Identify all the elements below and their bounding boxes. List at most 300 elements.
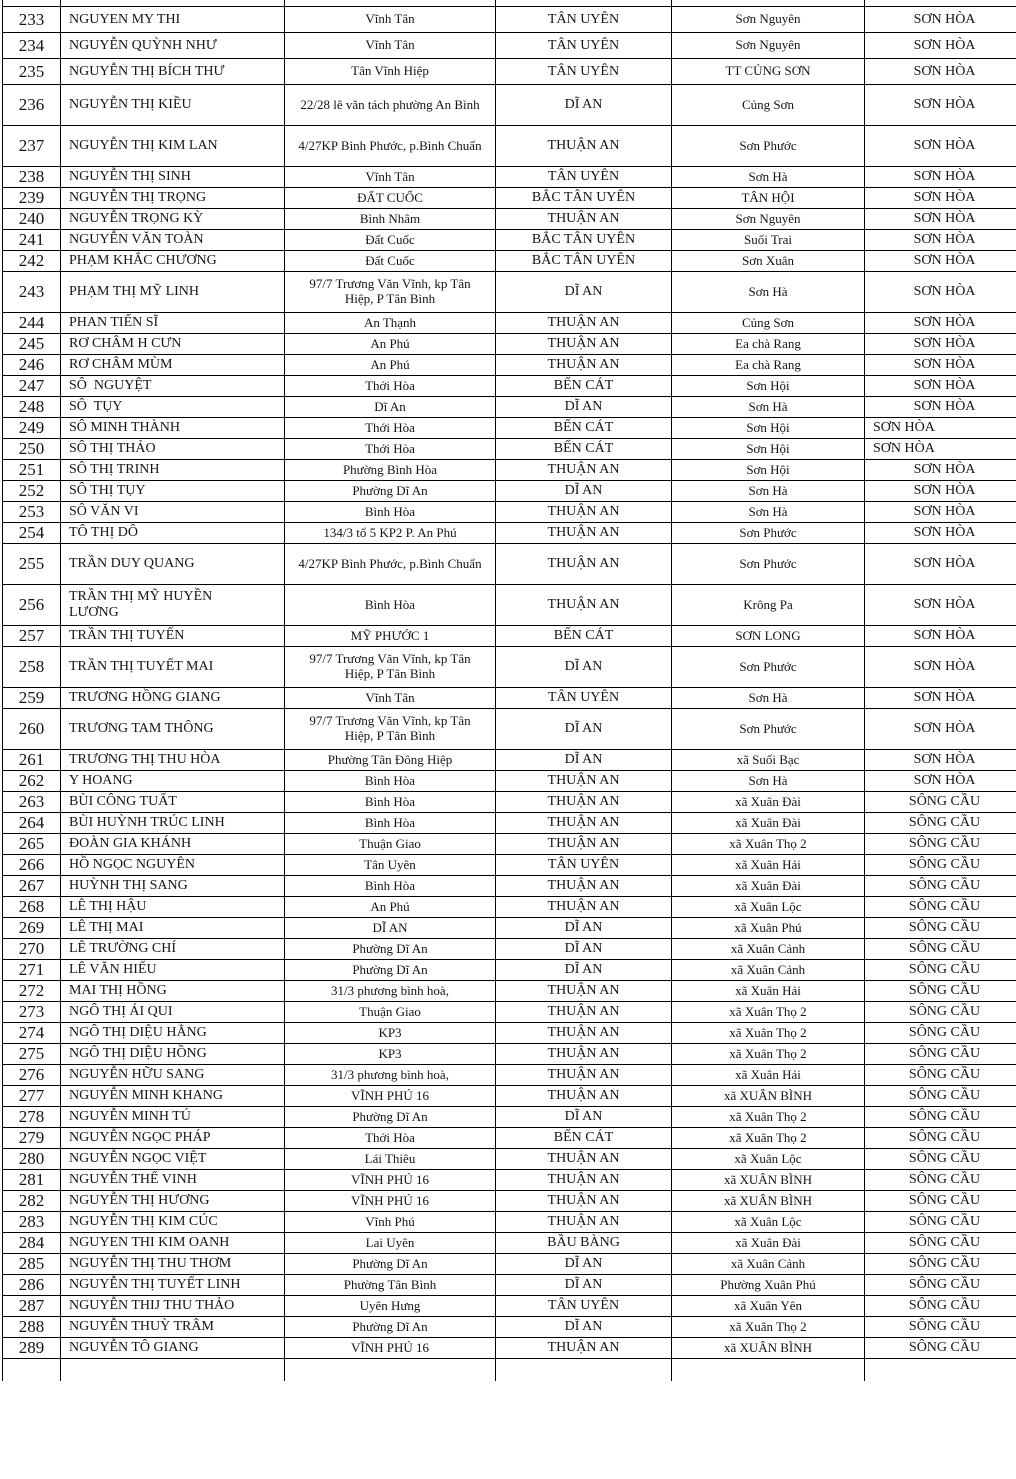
dest-district-cell: SƠN HÒA <box>865 376 1016 397</box>
dest-ward-cell: xã Xuân Lộc <box>672 1149 865 1170</box>
table-row <box>2 750 1016 771</box>
table-row <box>2 792 1016 813</box>
table-row <box>2 544 1016 585</box>
origin-district-cell: THUẬN AN <box>496 1002 672 1023</box>
dest-district-cell: SƠN HÒA <box>865 334 1016 355</box>
row-no-cell: 264 <box>2 813 61 834</box>
dest-district-cell: SƠN HÒA <box>865 33 1016 59</box>
dest-ward-cell: Sơn Nguyên <box>672 209 865 230</box>
origin-district-cell: TÂN UYÊN <box>496 7 672 33</box>
dest-district-cell: SÔNG CẦU <box>865 792 1016 813</box>
name-cell: NGUYỄN THỊ HƯƠNG <box>61 1191 285 1212</box>
name-cell: NGUYỄN THỊ TUYẾT LINH <box>61 1275 285 1296</box>
row-no-cell: 246 <box>2 355 61 376</box>
table-row <box>2 585 1016 626</box>
origin-ward-cell: 31/3 phương bình hoà, <box>285 1065 496 1086</box>
row-no-cell: 263 <box>2 792 61 813</box>
origin-district-cell: THUẬN AN <box>496 1065 672 1086</box>
row-no-cell: 288 <box>2 1317 61 1338</box>
row-no-cell: 243 <box>2 272 61 313</box>
table-row <box>2 771 1016 792</box>
dest-ward-cell: xã XUÂN BÌNH <box>672 1338 865 1359</box>
origin-district-cell: BẦU BÀNG <box>496 1233 672 1254</box>
clipped-cell <box>2 1359 61 1381</box>
origin-ward-cell: 97/7 Trương Văn Vĩnh, kp Tân Hiệp, P Tân Bình <box>285 647 496 688</box>
dest-district-cell: SÔNG CẦU <box>865 1065 1016 1086</box>
dest-ward-cell: Sơn Hội <box>672 376 865 397</box>
origin-ward-cell: Bình Hòa <box>285 771 496 792</box>
origin-ward-cell: Phường Dĩ An <box>285 1317 496 1338</box>
row-no-cell: 260 <box>2 709 61 750</box>
dest-ward-cell: Sơn Nguyên <box>672 7 865 33</box>
origin-district-cell: THUẬN AN <box>496 1044 672 1065</box>
row-no-cell: 269 <box>2 918 61 939</box>
dest-ward-cell: Sơn Hà <box>672 688 865 709</box>
table-row <box>2 272 1016 313</box>
clipped-cell <box>285 1359 496 1381</box>
origin-district-cell: THUẬN AN <box>496 1023 672 1044</box>
table-row <box>2 897 1016 918</box>
origin-ward-cell: An Phú <box>285 334 496 355</box>
dest-ward-cell: Ea chà Rang <box>672 334 865 355</box>
dest-district-cell: SƠN HÒA <box>865 126 1016 167</box>
row-no-cell: 248 <box>2 397 61 418</box>
row-no-cell: 268 <box>2 897 61 918</box>
dest-district-cell: SÔNG CẦU <box>865 1107 1016 1128</box>
table-row <box>2 502 1016 523</box>
name-cell: NGUYỄN THỊ KIỀU <box>61 85 285 126</box>
name-cell: NGUYỄN THỊ TRỌNG <box>61 188 285 209</box>
origin-district-cell: THUẬN AN <box>496 209 672 230</box>
table-row <box>2 1338 1016 1359</box>
row-no-cell: 262 <box>2 771 61 792</box>
dest-district-cell: SƠN HÒA <box>865 272 1016 313</box>
origin-district-cell: THUẬN AN <box>496 1170 672 1191</box>
row-no-cell: 289 <box>2 1338 61 1359</box>
row-no-cell: 256 <box>2 585 61 626</box>
row-no-cell: 265 <box>2 834 61 855</box>
dest-district-cell: SƠN HÒA <box>865 397 1016 418</box>
clipped-cell <box>2 0 61 7</box>
dest-district-cell: SƠN HÒA <box>865 355 1016 376</box>
name-cell: LÊ VĂN HIẾU <box>61 960 285 981</box>
roster-table-body <box>2 0 1016 1381</box>
name-cell: BÙI HUỲNH TRÚC LINH <box>61 813 285 834</box>
origin-ward-cell: Thới Hòa <box>285 418 496 439</box>
dest-district-cell: SƠN HÒA <box>865 313 1016 334</box>
origin-district-cell: TÂN UYÊN <box>496 855 672 876</box>
dest-district-cell: SƠN HÒA <box>865 460 1016 481</box>
name-cell: NGUYỄN MINH TÚ <box>61 1107 285 1128</box>
dest-district-cell: SÔNG CẦU <box>865 855 1016 876</box>
origin-ward-cell: An Phú <box>285 897 496 918</box>
origin-district-cell: THUẬN AN <box>496 502 672 523</box>
origin-district-cell: THUẬN AN <box>496 1212 672 1233</box>
dest-district-cell: SƠN HÒA <box>865 85 1016 126</box>
dest-district-cell: SÔNG CẦU <box>865 1275 1016 1296</box>
origin-district-cell: TÂN UYÊN <box>496 167 672 188</box>
table-row <box>2 85 1016 126</box>
origin-ward-cell: VĨNH PHÚ 16 <box>285 1191 496 1212</box>
name-cell: ĐOÀN GIA KHÁNH <box>61 834 285 855</box>
table-row <box>2 647 1016 688</box>
dest-ward-cell: xã Xuân Đài <box>672 876 865 897</box>
origin-district-cell: TÂN UYÊN <box>496 1296 672 1317</box>
name-cell: MAI THỊ HỒNG <box>61 981 285 1002</box>
row-no-cell: 237 <box>2 126 61 167</box>
row-no-cell: 271 <box>2 960 61 981</box>
origin-ward-cell: Đất Cuốc <box>285 230 496 251</box>
origin-ward-cell: Vĩnh Tân <box>285 167 496 188</box>
table-row <box>2 918 1016 939</box>
row-no-cell: 266 <box>2 855 61 876</box>
dest-district-cell: SÔNG CẦU <box>865 813 1016 834</box>
name-cell: NGUYỄN THUỲ TRÂM <box>61 1317 285 1338</box>
origin-district-cell: DĨ AN <box>496 918 672 939</box>
dest-district-cell: SƠN HÒA <box>865 626 1016 647</box>
origin-district-cell: THUẬN AN <box>496 834 672 855</box>
dest-district-cell: SÔNG CẦU <box>865 1149 1016 1170</box>
origin-ward-cell: 134/3 tổ 5 KP2 P. An Phú <box>285 523 496 544</box>
table-row <box>2 834 1016 855</box>
origin-district-cell: DĨ AN <box>496 750 672 771</box>
row-no-cell: 272 <box>2 981 61 1002</box>
table-row <box>2 626 1016 647</box>
row-no-cell: 286 <box>2 1275 61 1296</box>
dest-ward-cell: Sơn Hà <box>672 481 865 502</box>
dest-ward-cell: xã Xuân Đài <box>672 813 865 834</box>
row-no-cell: 267 <box>2 876 61 897</box>
row-no-cell: 247 <box>2 376 61 397</box>
table-row <box>2 1191 1016 1212</box>
dest-ward-cell: Sơn Xuân <box>672 251 865 272</box>
name-cell: BÙI CÔNG TUẤT <box>61 792 285 813</box>
row-no-cell: 245 <box>2 334 61 355</box>
name-cell: NGUYỄN THỊ KIM LAN <box>61 126 285 167</box>
dest-district-cell: SÔNG CẦU <box>865 1338 1016 1359</box>
dest-ward-cell: xã Xuân Yên <box>672 1296 865 1317</box>
name-cell: TRƯƠNG THỊ THU HÒA <box>61 750 285 771</box>
origin-ward-cell: Bình Hòa <box>285 792 496 813</box>
row-no-cell: 250 <box>2 439 61 460</box>
row-no-cell: 238 <box>2 167 61 188</box>
origin-district-cell: BẾN CÁT <box>496 376 672 397</box>
origin-ward-cell: Bình Hòa <box>285 502 496 523</box>
origin-ward-cell: Bình Hòa <box>285 585 496 626</box>
dest-district-cell: SÔNG CẦU <box>865 1023 1016 1044</box>
origin-ward-cell: Thuận Giao <box>285 834 496 855</box>
origin-district-cell: THUẬN AN <box>496 334 672 355</box>
dest-ward-cell: xã Xuân Thọ 2 <box>672 1128 865 1149</box>
dest-district-cell: SƠN HÒA <box>865 59 1016 85</box>
dest-district-cell: SÔNG CẦU <box>865 1296 1016 1317</box>
table-row <box>2 1170 1016 1191</box>
dest-district-cell: SƠN HÒA <box>865 188 1016 209</box>
table-row <box>2 209 1016 230</box>
table-row <box>2 1065 1016 1086</box>
origin-district-cell: DĨ AN <box>496 960 672 981</box>
row-no-cell: 281 <box>2 1170 61 1191</box>
row-no-cell: 244 <box>2 313 61 334</box>
dest-ward-cell: Sơn Hà <box>672 502 865 523</box>
dest-district-cell: SÔNG CẦU <box>865 1044 1016 1065</box>
dest-ward-cell: Sơn Hà <box>672 771 865 792</box>
clipped-cell <box>61 0 285 7</box>
origin-district-cell: DĨ AN <box>496 709 672 750</box>
name-cell: NGUYỄN THIJ THU THẢO <box>61 1296 285 1317</box>
name-cell: PHAN TIẾN SĨ <box>61 313 285 334</box>
name-cell: PHẠM KHẮC CHƯƠNG <box>61 251 285 272</box>
row-no-cell: 241 <box>2 230 61 251</box>
row-no-cell: 261 <box>2 750 61 771</box>
origin-district-cell: THUẬN AN <box>496 355 672 376</box>
origin-ward-cell: 97/7 Trương Văn Vĩnh, kp Tân Hiệp, P Tân Bình <box>285 272 496 313</box>
dest-ward-cell: Sơn Phước <box>672 647 865 688</box>
table-row <box>2 376 1016 397</box>
origin-ward-cell: Phường Dĩ An <box>285 1107 496 1128</box>
origin-district-cell: DĨ AN <box>496 939 672 960</box>
origin-ward-cell: 22/28 lê văn tách phường An Bình <box>285 85 496 126</box>
row-no-cell: 249 <box>2 418 61 439</box>
clipped-cell <box>672 0 865 7</box>
name-cell: NGUYỄN THỊ BÍCH THƯ <box>61 59 285 85</box>
row-no-cell: 276 <box>2 1065 61 1086</box>
dest-ward-cell: xã XUÂN BÌNH <box>672 1170 865 1191</box>
row-no-cell: 251 <box>2 460 61 481</box>
origin-ward-cell: MỸ PHƯỚC 1 <box>285 626 496 647</box>
dest-ward-cell: xã Xuân Thọ 2 <box>672 834 865 855</box>
dest-ward-cell: Sơn Phước <box>672 544 865 585</box>
origin-district-cell: THUẬN AN <box>496 1086 672 1107</box>
dest-ward-cell: Củng Sơn <box>672 313 865 334</box>
name-cell: TRƯƠNG TAM THÔNG <box>61 709 285 750</box>
name-cell: NGUYỄN NGỌC PHÁP <box>61 1128 285 1149</box>
name-cell: NGUYEN MY THI <box>61 7 285 33</box>
table-row <box>2 230 1016 251</box>
dest-ward-cell: TÂN HỘI <box>672 188 865 209</box>
table-row <box>2 397 1016 418</box>
dest-district-cell: SÔNG CẦU <box>865 834 1016 855</box>
name-cell: TRẦN THỊ MỸ HUYỀN LƯƠNG <box>61 585 285 626</box>
origin-ward-cell: 4/27KP Bình Phước, p.Bình Chuẩn <box>285 544 496 585</box>
origin-district-cell: THUẬN AN <box>496 313 672 334</box>
row-no-cell: 287 <box>2 1296 61 1317</box>
name-cell: SÔ NGUYỆT <box>61 376 285 397</box>
dest-ward-cell: xã Xuân Thọ 2 <box>672 1044 865 1065</box>
dest-district-cell: SƠN HÒA <box>865 544 1016 585</box>
origin-district-cell: THUẬN AN <box>496 126 672 167</box>
origin-ward-cell: Bình Hòa <box>285 813 496 834</box>
name-cell: NGÔ THỊ DIỆU HẰNG <box>61 1023 285 1044</box>
origin-ward-cell: Phường Dĩ An <box>285 960 496 981</box>
dest-district-cell: SÔNG CẦU <box>865 876 1016 897</box>
row-no-cell: 270 <box>2 939 61 960</box>
name-cell: SÔ THỊ TRINH <box>61 460 285 481</box>
clipped-cell <box>672 1359 865 1381</box>
row-no-cell: 255 <box>2 544 61 585</box>
dest-ward-cell: xã Xuân Cảnh <box>672 960 865 981</box>
table-row <box>2 167 1016 188</box>
dest-district-cell: SƠN HÒA <box>865 481 1016 502</box>
origin-district-cell: THUẬN AN <box>496 523 672 544</box>
dest-ward-cell: Phường Xuân Phú <box>672 1275 865 1296</box>
row-no-cell: 234 <box>2 33 61 59</box>
name-cell: HỒ NGỌC NGUYÊN <box>61 855 285 876</box>
table-row <box>2 439 1016 460</box>
table-row <box>2 813 1016 834</box>
name-cell: NGÔ THỊ ÁI QUI <box>61 1002 285 1023</box>
name-cell: NGUYỄN TRỌNG KỲ <box>61 209 285 230</box>
dest-district-cell: SÔNG CẦU <box>865 918 1016 939</box>
name-cell: SÔ TỤY <box>61 397 285 418</box>
row-no-cell: 252 <box>2 481 61 502</box>
table-row <box>2 59 1016 85</box>
table-row <box>2 460 1016 481</box>
origin-ward-cell: Tân Vĩnh Hiệp <box>285 59 496 85</box>
table-row <box>2 1107 1016 1128</box>
table-row <box>2 1086 1016 1107</box>
origin-district-cell: DĨ AN <box>496 397 672 418</box>
dest-district-cell: SƠN HÒA <box>865 230 1016 251</box>
dest-ward-cell: xã Xuân Hải <box>672 1065 865 1086</box>
dest-ward-cell: xã Xuân Phú <box>672 918 865 939</box>
origin-district-cell: DĨ AN <box>496 1317 672 1338</box>
dest-district-cell: SƠN HÒA <box>865 7 1016 33</box>
name-cell: RƠ CHÂM H CƯN <box>61 334 285 355</box>
origin-district-cell: THUẬN AN <box>496 792 672 813</box>
dest-ward-cell: Sơn Phước <box>672 523 865 544</box>
origin-district-cell: BẾN CÁT <box>496 1128 672 1149</box>
origin-ward-cell: Phường Tân Bình <box>285 1275 496 1296</box>
name-cell: NGUYỄN HỮU SANG <box>61 1065 285 1086</box>
origin-district-cell: THUẬN AN <box>496 771 672 792</box>
dest-district-cell: SƠN HÒA <box>865 750 1016 771</box>
name-cell: NGUYỄN QUỲNH NHƯ <box>61 33 285 59</box>
origin-district-cell: DĨ AN <box>496 1107 672 1128</box>
table-row <box>2 7 1016 33</box>
name-cell: NGUYỄN THỊ KIM CÚC <box>61 1212 285 1233</box>
origin-ward-cell: KP3 <box>285 1044 496 1065</box>
row-no-cell: 257 <box>2 626 61 647</box>
dest-ward-cell: Suối Trai <box>672 230 865 251</box>
origin-ward-cell: VĨNH PHÚ 16 <box>285 1170 496 1191</box>
name-cell: NGUYỄN THỊ SINH <box>61 167 285 188</box>
table-row <box>2 334 1016 355</box>
dest-district-cell: SƠN HÒA <box>865 688 1016 709</box>
dest-district-cell: SÔNG CẦU <box>865 981 1016 1002</box>
dest-ward-cell: Sơn Phước <box>672 709 865 750</box>
origin-ward-cell: Phường Dĩ An <box>285 939 496 960</box>
row-no-cell: 242 <box>2 251 61 272</box>
name-cell: PHẠM THỊ MỸ LINH <box>61 272 285 313</box>
dest-ward-cell: Sơn Hội <box>672 439 865 460</box>
clipped-row-bottom <box>2 1359 1016 1381</box>
table-row <box>2 126 1016 167</box>
dest-district-cell: SÔNG CẦU <box>865 1254 1016 1275</box>
dest-district-cell: SÔNG CẦU <box>865 1128 1016 1149</box>
name-cell: NGUYỄN NGỌC VIỆT <box>61 1149 285 1170</box>
row-no-cell: 279 <box>2 1128 61 1149</box>
row-no-cell: 236 <box>2 85 61 126</box>
dest-ward-cell: Sơn Hội <box>672 418 865 439</box>
origin-district-cell: THUẬN AN <box>496 897 672 918</box>
table-row <box>2 1149 1016 1170</box>
dest-ward-cell: Củng Sơn <box>672 85 865 126</box>
table-row <box>2 688 1016 709</box>
origin-ward-cell: An Thạnh <box>285 313 496 334</box>
origin-district-cell: TÂN UYÊN <box>496 33 672 59</box>
name-cell: TÔ THỊ DÔ <box>61 523 285 544</box>
origin-ward-cell: Thới Hòa <box>285 1128 496 1149</box>
origin-district-cell: BẮC TÂN UYÊN <box>496 188 672 209</box>
row-no-cell: 233 <box>2 7 61 33</box>
origin-ward-cell: Lái Thiêu <box>285 1149 496 1170</box>
table-row <box>2 418 1016 439</box>
name-cell: NGÔ THỊ DIỆU HỒNG <box>61 1044 285 1065</box>
row-no-cell: 283 <box>2 1212 61 1233</box>
name-cell: LÊ TRƯỜNG CHÍ <box>61 939 285 960</box>
row-no-cell: 258 <box>2 647 61 688</box>
row-no-cell: 278 <box>2 1107 61 1128</box>
clipped-cell <box>61 1359 285 1381</box>
row-no-cell: 275 <box>2 1044 61 1065</box>
origin-district-cell: THUẬN AN <box>496 585 672 626</box>
name-cell: RƠ CHÂM MÙM <box>61 355 285 376</box>
row-no-cell: 273 <box>2 1002 61 1023</box>
row-no-cell: 240 <box>2 209 61 230</box>
table-row <box>2 355 1016 376</box>
origin-ward-cell: Bình Hòa <box>285 876 496 897</box>
table-row <box>2 939 1016 960</box>
clipped-cell <box>496 0 672 7</box>
row-no-cell: 277 <box>2 1086 61 1107</box>
dest-ward-cell: Sơn Hội <box>672 460 865 481</box>
origin-ward-cell: 4/27KP Bình Phước, p.Bình Chuẩn <box>285 126 496 167</box>
origin-ward-cell: VĨNH PHÚ 16 <box>285 1086 496 1107</box>
dest-district-cell: SƠN HÒA <box>865 523 1016 544</box>
clipped-cell <box>865 0 1016 7</box>
name-cell: TRẦN THỊ TUYẾN <box>61 626 285 647</box>
dest-ward-cell: xã XUÂN BÌNH <box>672 1086 865 1107</box>
name-cell: TRẦN DUY QUANG <box>61 544 285 585</box>
origin-ward-cell: Đất Cuốc <box>285 251 496 272</box>
name-cell: NGUYỄN MINH KHANG <box>61 1086 285 1107</box>
name-cell: SÔ THỊ THẢO <box>61 439 285 460</box>
origin-ward-cell: Vĩnh Phú <box>285 1212 496 1233</box>
table-row <box>2 709 1016 750</box>
origin-ward-cell: Thuận Giao <box>285 1002 496 1023</box>
origin-district-cell: TÂN UYÊN <box>496 59 672 85</box>
dest-district-cell: SƠN HÒA <box>865 771 1016 792</box>
name-cell: TRƯƠNG HỒNG GIANG <box>61 688 285 709</box>
dest-ward-cell: xã XUÂN BÌNH <box>672 1191 865 1212</box>
row-no-cell: 235 <box>2 59 61 85</box>
dest-ward-cell: Sơn Nguyên <box>672 33 865 59</box>
name-cell: SÔ MINH THÀNH <box>61 418 285 439</box>
dest-district-cell: SƠN HÒA <box>865 439 1016 460</box>
dest-ward-cell: Krông Pa <box>672 585 865 626</box>
dest-ward-cell: xã Xuân Đài <box>672 1233 865 1254</box>
row-no-cell: 239 <box>2 188 61 209</box>
origin-ward-cell: Phường Bình Hòa <box>285 460 496 481</box>
clipped-cell <box>865 1359 1016 1381</box>
row-no-cell: 259 <box>2 688 61 709</box>
table-row <box>2 1254 1016 1275</box>
origin-ward-cell: Dĩ An <box>285 397 496 418</box>
name-cell: SÔ VĂN VI <box>61 502 285 523</box>
dest-district-cell: SÔNG CẦU <box>865 1086 1016 1107</box>
origin-ward-cell: Bình Nhâm <box>285 209 496 230</box>
